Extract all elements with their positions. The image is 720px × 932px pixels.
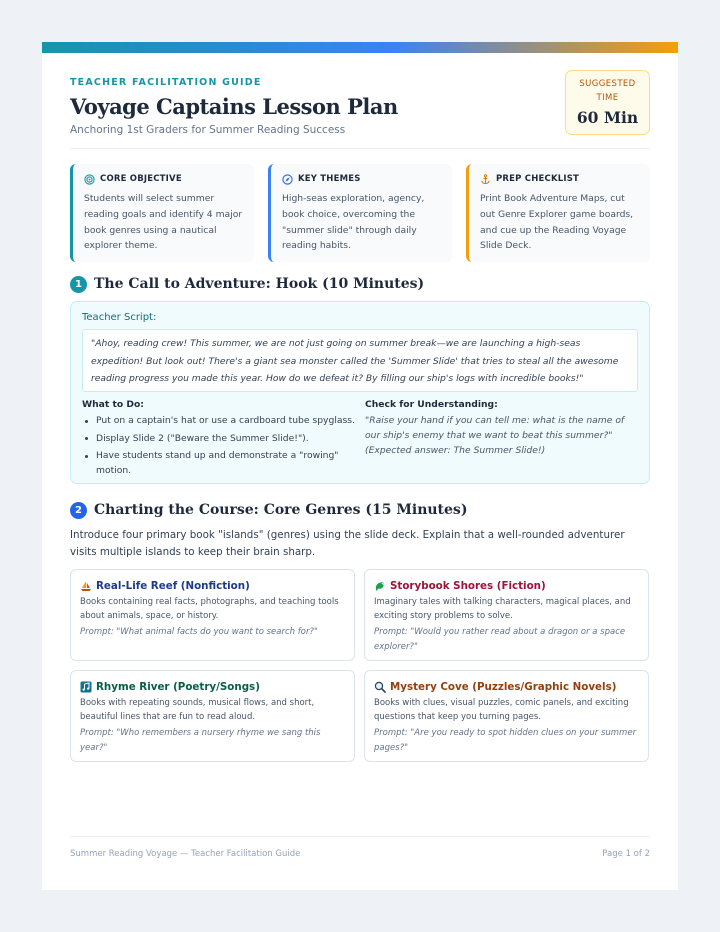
summary-cards <box>70 164 650 262</box>
page-title: Voyage Captains Lesson Plan <box>70 94 398 119</box>
genre-prompt: Prompt: "Would you rather read about a dragon or a space explorer?" <box>374 627 626 652</box>
core-objective-card <box>70 164 254 262</box>
check-text: "Raise your hand if you can tell me: what is the name of our ship's enemy that we want to beat this summer?" (Expected answer: The Summer Slide!) <box>365 415 625 456</box>
genre-description: Books containing real facts, photographs, and teaching tools about animals, space, or history. <box>80 597 339 622</box>
list-item: Display Slide 2 ("Beware the Summer Slide!"). <box>82 432 365 447</box>
card-body: Students will select summer reading goals and identify 4 major book genres using a nautical explorer theme. <box>84 193 243 252</box>
script-label: Teacher Script: <box>82 312 157 323</box>
genre-heading <box>80 578 345 593</box>
genre-prompt: Prompt: "Are you ready to spot hidden clues on your summer pages?" <box>374 728 637 753</box>
section-number: 1 <box>70 276 87 293</box>
check-understanding-column <box>365 397 638 481</box>
section-number: 2 <box>70 502 87 519</box>
section-title: Charting the Course: Core Genres (15 Minutes) <box>94 502 468 518</box>
card-title: PREP CHECKLIST <box>496 174 580 184</box>
genre-card-mystery <box>364 670 649 762</box>
card-body: Print Book Adventure Maps, cut out Genre Explorer game boards, and cue up the Reading Voyage Slide Deck. <box>480 193 634 252</box>
genre-description: Imaginary tales with talking characters, magical places, and exciting story problems to solve. <box>374 597 631 622</box>
activity-columns <box>82 397 638 481</box>
card-title: CORE OBJECTIVE <box>100 174 182 184</box>
script-quote: "Ahoy, reading crew! This summer, we are not just going on summer break—we are launching a high-seas expedition! But look out! There's a giant sea monster called the 'Summer Slide' that tries to steal all the awesome reading progress you made this year. How do we defeat it? By filling our ship's logs with incredible books!" <box>82 329 638 392</box>
time-value: 60 Min <box>576 108 639 127</box>
music-icon <box>80 681 92 693</box>
genre-heading <box>374 679 639 694</box>
genre-title: Real-Life Reef (Nonfiction) <box>96 579 250 592</box>
page-subtitle: Anchoring 1st Graders for Summer Reading Success <box>70 124 346 136</box>
dragon-icon <box>374 580 386 592</box>
magnifier-icon <box>374 681 386 693</box>
genre-title: Storybook Shores (Fiction) <box>390 579 546 592</box>
anchor-icon <box>480 174 491 185</box>
card-title: KEY THEMES <box>298 174 361 184</box>
genre-prompt: Prompt: "Who remembers a nursery rhyme we sang this year?" <box>80 728 321 753</box>
genre-description: Books with repeating sounds, musical flows, and short, beautiful lines that are fun to read aloud. <box>80 698 315 723</box>
section-1-heading <box>70 273 650 295</box>
section-title: The Call to Adventure: Hook (10 Minutes) <box>94 276 425 292</box>
list-item: Have students stand up and demonstrate a "rowing" motion. <box>82 449 365 478</box>
lesson-plan-page <box>42 42 678 890</box>
page-header <box>70 53 650 149</box>
card-heading <box>84 172 244 186</box>
prep-checklist-card <box>466 164 650 262</box>
card-heading <box>282 172 442 186</box>
page-number: Page 1 of 2 <box>602 849 650 859</box>
genre-heading <box>374 578 639 593</box>
genre-card-fiction <box>364 569 649 661</box>
section-2-intro: Introduce four primary book "islands" (genres) using the slide deck. Explain that a well-rounded adventurer visits multiple islands to keep their brain sharp. <box>70 529 625 558</box>
genre-description: Books with clues, visual puzzles, comic panels, and exciting questions that keep you turning pages. <box>374 698 629 723</box>
genre-cards <box>70 569 650 762</box>
page-footer <box>70 836 650 859</box>
target-icon <box>84 174 95 185</box>
genre-prompt: Prompt: "What animal facts do you want to search for?" <box>80 627 318 638</box>
suggested-time-badge <box>565 70 650 135</box>
genre-title: Mystery Cove (Puzzles/Graphic Novels) <box>390 680 617 693</box>
teacher-script-box <box>70 301 650 484</box>
list-item: Put on a captain's hat or use a cardboard tube spyglass. <box>82 414 365 429</box>
time-label: SUGGESTED TIME <box>579 79 636 103</box>
section-2-heading <box>70 499 650 521</box>
sailboat-icon <box>80 580 92 592</box>
card-heading <box>480 172 640 186</box>
key-themes-card <box>268 164 452 262</box>
compass-icon <box>282 174 293 185</box>
check-heading: Check for Understanding: <box>365 399 498 410</box>
genre-title: Rhyme River (Poetry/Songs) <box>96 680 260 693</box>
genre-card-nonfiction <box>70 569 355 661</box>
genre-card-poetry <box>70 670 355 762</box>
eyebrow-label: TEACHER FACILITATION GUIDE <box>70 77 262 88</box>
footer-title: Summer Reading Voyage — Teacher Facilitation Guide <box>70 849 301 859</box>
what-to-do-heading: What to Do: <box>82 399 144 410</box>
genre-heading <box>80 679 345 694</box>
gradient-top-bar <box>42 42 678 53</box>
what-to-do-list <box>82 414 365 478</box>
what-to-do-column <box>82 397 365 481</box>
card-body: High-seas exploration, agency, book choice, overcoming the "summer slide" through daily reading habits. <box>282 193 425 252</box>
